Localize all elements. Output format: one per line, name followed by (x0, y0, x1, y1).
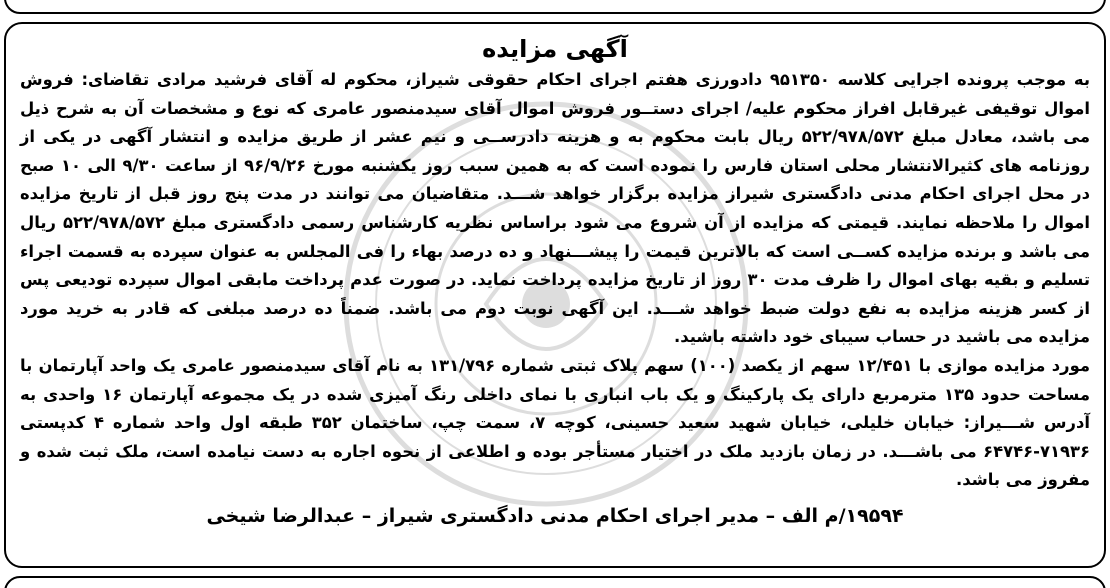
next-notice-frame (4, 576, 1106, 588)
auction-terms-paragraph: به موجب پرونده اجرایی کلاسه ۹۵۱۳۵۰ دادورزی هفتم اجرای احکام حقوقی شیراز، محکوم له آقای فرشید مرادی تقاضای: فروش اموال توقیفی غیرقابل افراز محکوم علیه/ اجرای دستــور فروش اموال آقای سیدمنصور عامری که نوع و مشخصات آن به شرح ذیل می باشد، معادل مبلغ ۵۲۲/۹۷۸/۵۷۲ ریال بابت محکوم به و هزینه دادرســی و نیم عشر از طریق مزایده و انتشار آگهی در یکی از روزنامه های کثیرالانتشار محلی استان فارس را نموده است که به همین سبب روز یکشنبه مورخ ۹۶/۹/۲۶ از ساعت ۹/۳۰ الی ۱۰ صبح در محل اجرای احکام مدنی دادگستری شیراز مزایده برگزار خواهد شـــد. متقاضیان می توانند در مدت پنج روز قبل از تاریخ مزایده اموال را ملاحظه نمایند. قیمتی که مزایده از آن شروع می شود براساس نظریه کارشناس رسمی دادگستری مبلغ ۵۲۲/۹۷۸/۵۷۲ ریال می باشد و برنده مزایده کســی است که بالاترین قیمت را پیشـــنهاد و ده درصد بهاء را فی المجلس به عنوان سپرده به قسمت اجراء تسلیم و بقیه بهای اموال را ظرف مدت ۳۰ روز از تاریخ مزایده پرداخت نماید. در صورت عدم پرداخت مابقی اموال سپرده تودیعی پس از کسر هزینه مزایده به نفع دولت ضبط خواهد شـــد. این آگهی نوبت دوم می باشد. ضمناً ده درصد مبلغی که قادر به خرید مورد مزایده می باشید در حساب سیبای خود داشته باشید. (20, 70, 1091, 347)
previous-notice-frame (4, 0, 1106, 14)
notice-frame (4, 22, 1106, 568)
notice-title: آگهی مزایده (482, 35, 628, 63)
notice-content (20, 34, 1090, 531)
notice-signature: ۱۹۵۹۴/م الف – مدیر اجرای احکام مدنی دادگستری شیراز – عبدالرضا شیخی (206, 504, 904, 527)
property-description-paragraph: مورد مزایده موازی با ۱۲/۴۵۱ سهم از یکصد (۱۰۰) سهم پلاک ثبتی شماره ۱۳۱/۷۹۶ به نام آقای سیدمنصور عامری یک واحد آپارتمان با مساحت حدود ۱۳۵ مترمربع دارای یک پارکینگ و یک باب انباری با نمای داخلی رنگ آمیزی شده در یک مجموعه آپارتمان ۱۶ واحدی به آدرس شـــیراز: خیابان خلیلی، خیابان شهید سعید حسینی، کوچه ۷، سمت چپ، ساختمان ۳۵۲ طبقه اول واحد شماره ۴ کدپستی ۷۱۹۳۶-۶۴۷۴۶ می باشـــد. در زمان بازدید ملک در اختیار مستأجر بوده و اطلاعی از نحوه اجاره به دست نیامده است، ملک ثبت شده و مفروز می باشد. (20, 355, 1090, 490)
